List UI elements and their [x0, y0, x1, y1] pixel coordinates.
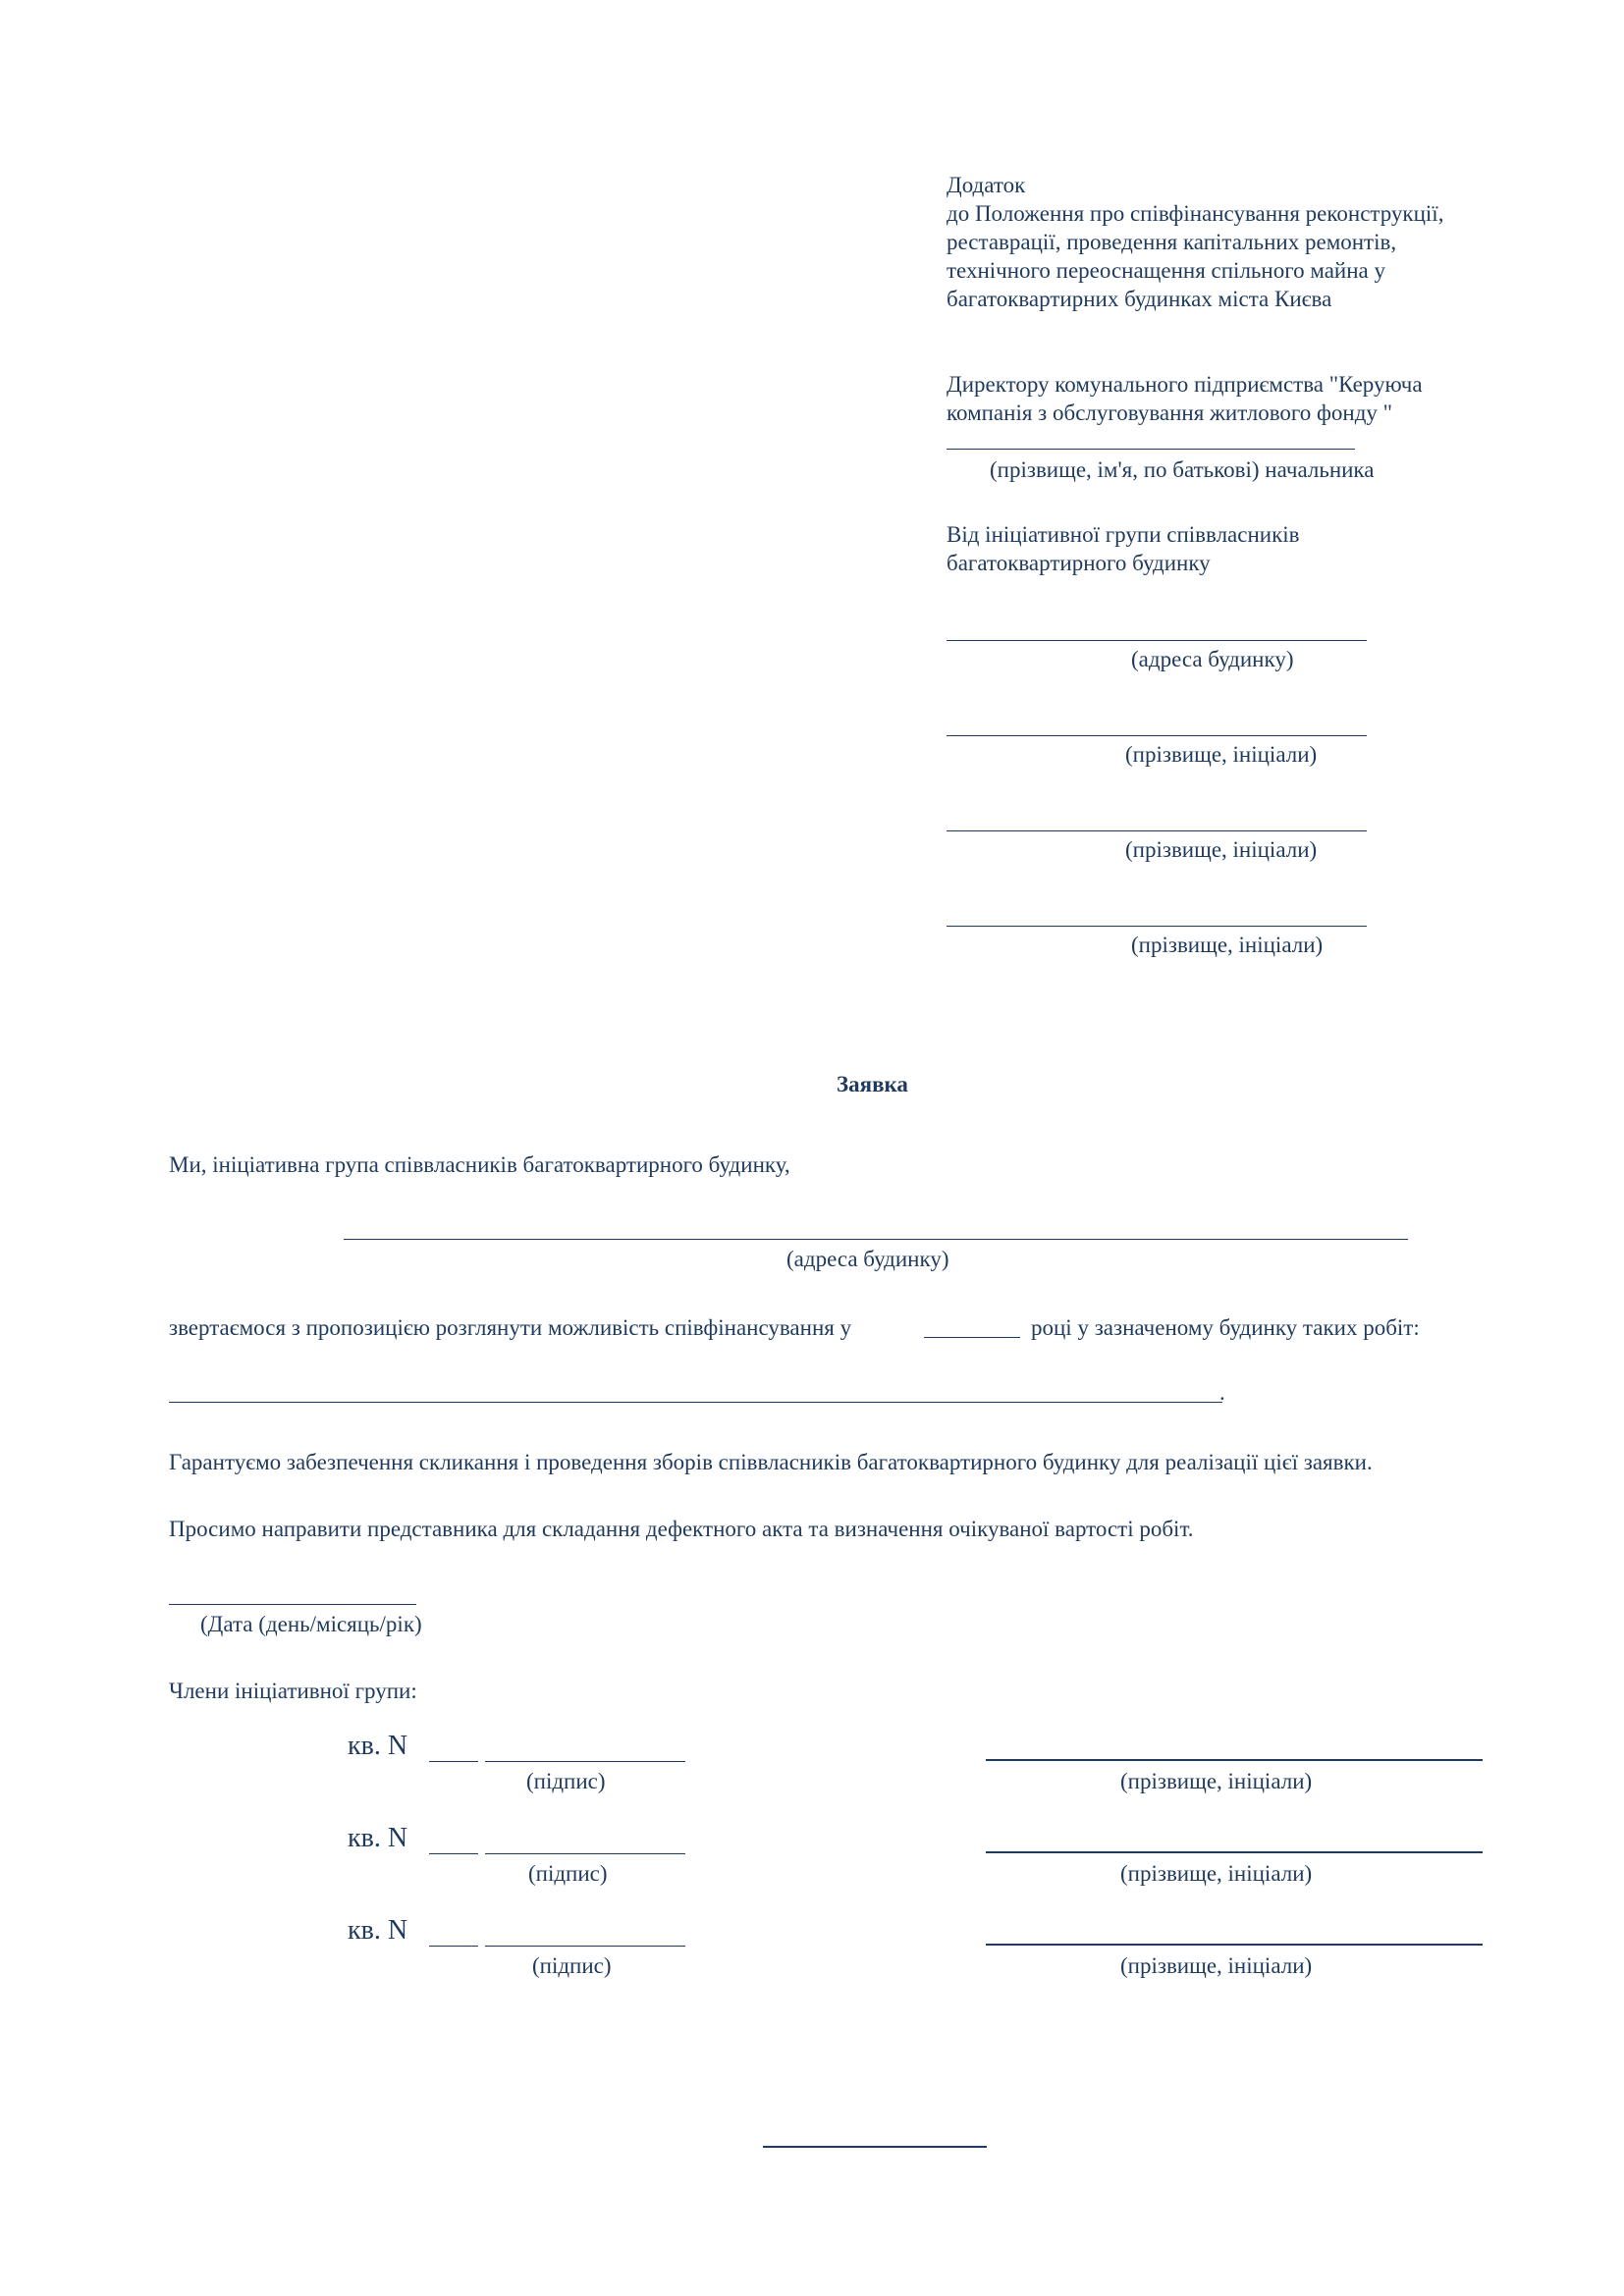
signature-caption: (підпис) — [528, 1861, 608, 1886]
sender-member-caption-2: (прізвище, ініціали) — [1125, 837, 1318, 862]
apartment-number-line — [429, 1761, 478, 1762]
date-line — [169, 1604, 416, 1605]
signature-line — [485, 1946, 685, 1947]
sender-address-line — [947, 640, 1367, 641]
year-line — [924, 1337, 1020, 1338]
application-title: Заявка — [837, 1072, 908, 1096]
sender-member-line-3 — [947, 926, 1367, 927]
director-name-caption: (прізвище, ім'я, по батькові) начальника — [990, 457, 1375, 482]
signature-line — [485, 1853, 685, 1854]
appendix-line-2: реставрації, проведення капітальних ремонтів, — [947, 230, 1397, 254]
sender-member-caption-3: (прізвище, ініціали) — [1131, 933, 1324, 957]
proposal-text-end: році у зазначеному будинку таких робіт: — [1031, 1315, 1420, 1340]
signature-line — [485, 1761, 685, 1762]
intro-text: Ми, ініціативна група співвласників багатоквартирного будинку, — [169, 1152, 790, 1177]
director-name-line — [947, 449, 1355, 450]
works-line-end: . — [1219, 1380, 1225, 1405]
member-name-line — [986, 1759, 1483, 1761]
members-title: Члени ініціативної групи: — [169, 1679, 417, 1703]
closing-separator-line — [763, 2146, 987, 2148]
signature-caption: (підпис) — [532, 1953, 612, 1978]
appendix-line-4: багатоквартирних будинках міста Києва — [947, 287, 1332, 311]
signature-caption: (підпис) — [526, 1769, 606, 1793]
apartment-number-line — [429, 1946, 478, 1947]
date-caption: (Дата (день/місяць/рік) — [200, 1612, 422, 1636]
member-name-caption: (прізвище, ініціали) — [1120, 1953, 1313, 1978]
body-address-line — [344, 1239, 1408, 1240]
request-text: Просимо направити представника для складання дефектного акта та визначення очікуваної вартості робіт. — [169, 1517, 1194, 1541]
sender-member-line-2 — [947, 830, 1367, 831]
apartment-label: кв. N — [348, 1915, 408, 1946]
member-name-caption: (прізвище, ініціали) — [1120, 1769, 1313, 1793]
proposal-text-start: звертаємося з пропозицією розглянути можливість співфінансування у — [169, 1315, 852, 1340]
sender-member-caption-1: (прізвище, ініціали) — [1125, 742, 1318, 767]
sender-line-2: багатоквартирного будинку — [947, 551, 1211, 575]
works-line — [169, 1402, 1222, 1403]
addressee-line-2: компанія з обслуговування житлового фонду " — [947, 400, 1393, 425]
member-name-line — [986, 1851, 1483, 1853]
appendix-line-1: до Положення про співфінансування реконструкції, — [947, 201, 1444, 226]
guarantee-text: Гарантуємо забезпечення скликання і проведення зборів співвласників багатоквартирного будинку для реалізації цієї заявки. — [169, 1450, 1373, 1474]
apartment-number-line — [429, 1853, 478, 1854]
appendix-title: Додаток — [947, 173, 1026, 197]
sender-address-caption: (адреса будинку) — [1131, 647, 1294, 671]
apartment-label: кв. N — [348, 1731, 408, 1761]
addressee-line-1: Директору комунального підприємства "Керуюча — [947, 372, 1423, 397]
body-address-caption: (адреса будинку) — [786, 1247, 949, 1271]
appendix-line-3: технічного переоснащення спільного майна у — [947, 258, 1386, 283]
member-name-line — [986, 1944, 1483, 1946]
member-name-caption: (прізвище, ініціали) — [1120, 1861, 1313, 1886]
sender-member-line-1 — [947, 735, 1367, 736]
apartment-label: кв. N — [348, 1823, 408, 1853]
sender-line-1: Від ініціативної групи співвласників — [947, 522, 1300, 547]
